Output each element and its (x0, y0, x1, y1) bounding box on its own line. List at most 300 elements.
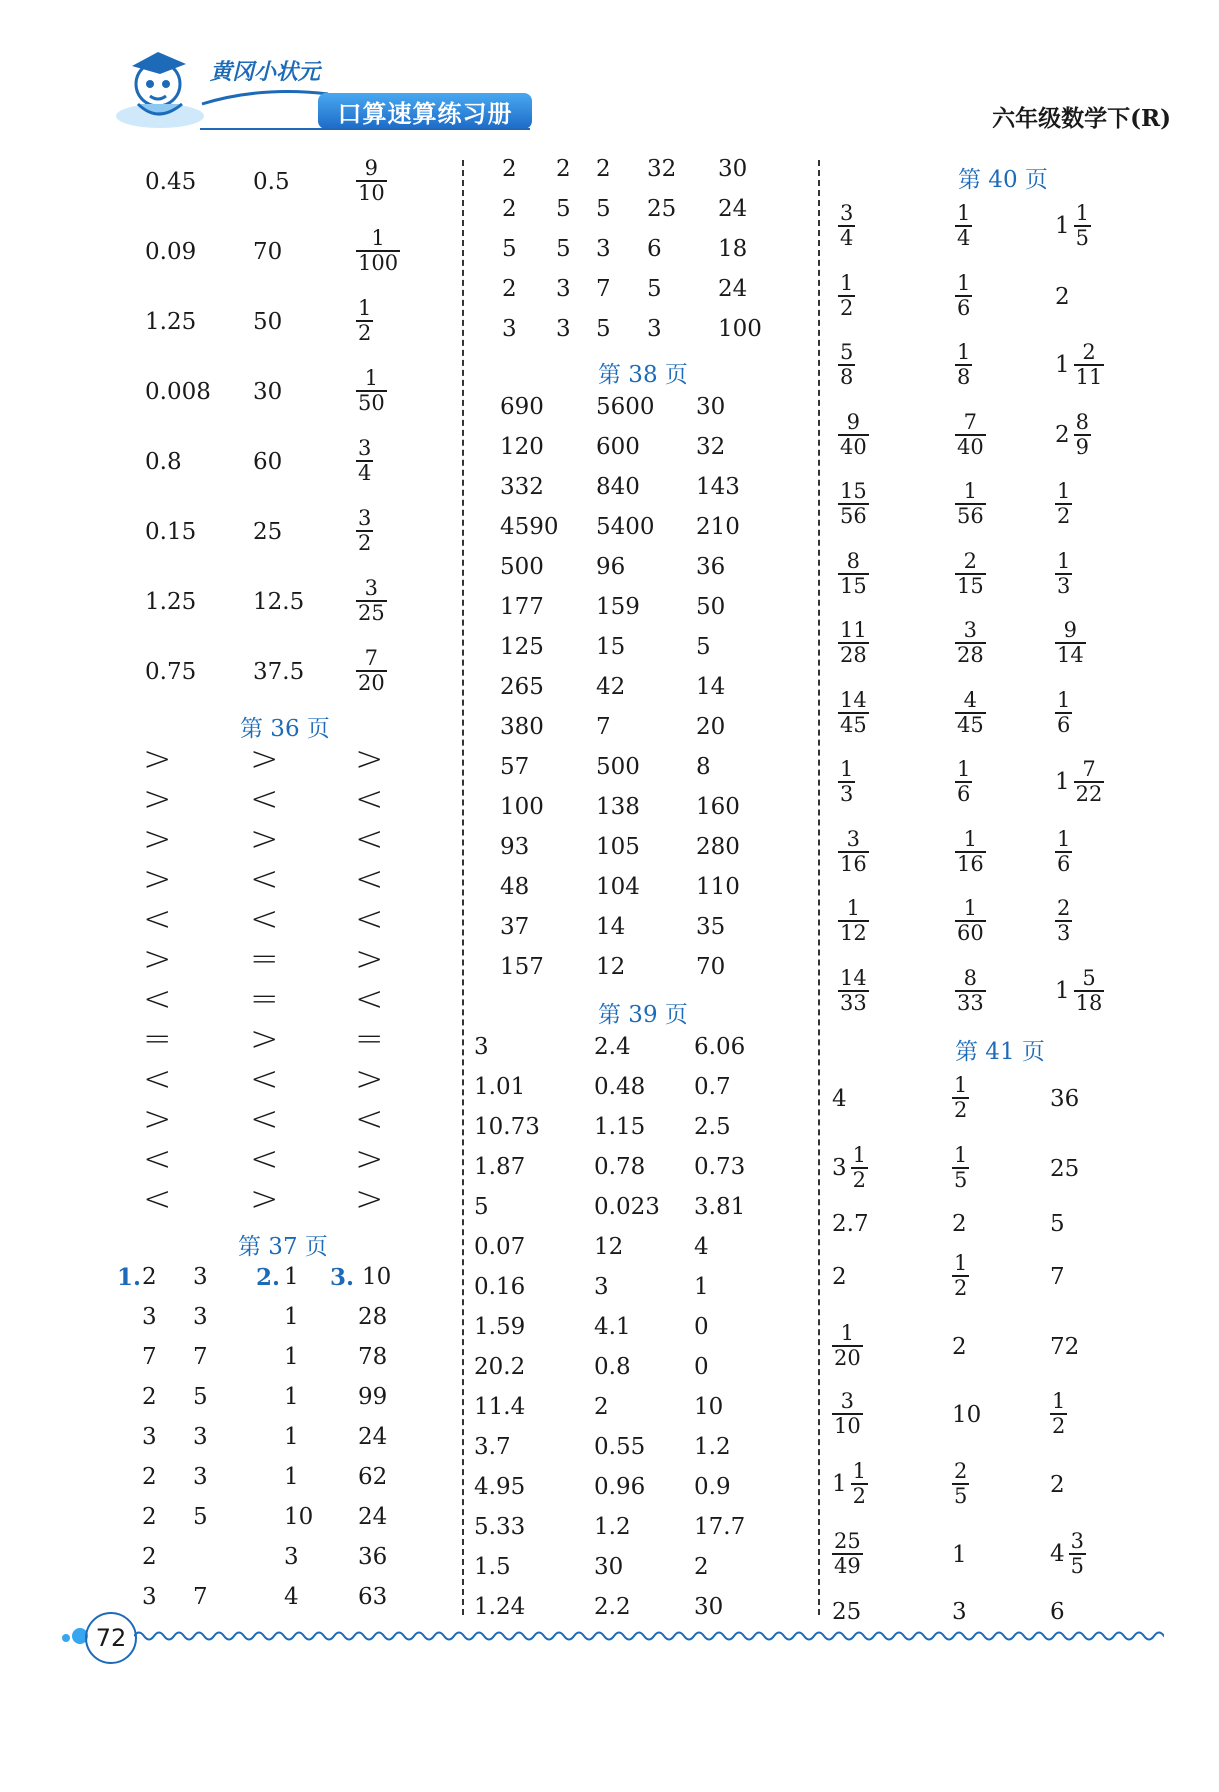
page-heading: 第 38 页 (598, 362, 688, 388)
fraction (955, 272, 972, 320)
whole-part: 1 (1055, 977, 1070, 1004)
numerator: 7 (963, 409, 978, 434)
answer-value: 4 (284, 1584, 299, 1610)
numerator: 9 (846, 409, 861, 434)
denominator: 2 (840, 295, 854, 320)
comparison-sign: > (355, 739, 384, 779)
answer-value: 0.8 (145, 449, 182, 475)
answer-value: 57 (500, 754, 530, 780)
answer-value: 50 (253, 309, 283, 335)
denominator: 40 (840, 434, 867, 459)
answer-value: 70 (253, 239, 283, 265)
answer-value: 37.5 (253, 659, 305, 685)
answer-value: 3 (952, 1599, 967, 1625)
numerator: 1 (957, 270, 971, 295)
answer-value: 0.15 (145, 519, 197, 545)
brand-title: 黄冈小状元 (210, 60, 321, 85)
denominator: 6 (1057, 851, 1071, 876)
answer-value: 6.06 (694, 1034, 746, 1060)
denominator: 20 (834, 1346, 861, 1370)
answer-value: 2 (142, 1544, 157, 1570)
answer-value: 1.15 (594, 1114, 646, 1140)
answer-value: 3 (193, 1424, 208, 1450)
comparison-sign: > (250, 739, 279, 779)
header-underline (200, 128, 530, 130)
whole-part: 4 (1050, 1541, 1065, 1567)
numerator: 1 (957, 340, 971, 364)
answer-value: 104 (596, 874, 640, 900)
numerator: 2 (963, 548, 978, 573)
comparison-sign: < (250, 1099, 279, 1139)
numerator: 3 (846, 826, 861, 851)
answer-value: 265 (500, 674, 544, 700)
denominator: 5 (1070, 1554, 1085, 1578)
answer-value: 0.8 (594, 1354, 631, 1380)
fraction (1055, 689, 1072, 737)
answer-value: 2.7 (832, 1211, 869, 1237)
fraction (952, 1074, 969, 1122)
mixed-number (1055, 202, 1091, 250)
answer-value: 160 (696, 794, 740, 820)
answer-value: 2 (832, 1264, 847, 1290)
denominator: 45 (957, 712, 984, 737)
answer-value: 0.5 (253, 169, 290, 195)
fraction (952, 1460, 969, 1508)
fraction (838, 411, 869, 459)
fraction (832, 1530, 863, 1578)
answer-value: 24 (718, 196, 748, 222)
whole-part: 1 (1055, 769, 1070, 795)
answer-value: 3 (193, 1304, 208, 1330)
fraction (356, 297, 373, 345)
answer-value: 1 (284, 1464, 299, 1490)
answer-value: 1.01 (474, 1074, 526, 1100)
comparison-sign: = (355, 1019, 384, 1059)
comparison-sign: = (143, 1019, 172, 1059)
numerator: 1 (1052, 1389, 1066, 1413)
denominator: 3 (1057, 573, 1071, 598)
numerator: 1 (358, 296, 372, 320)
answer-value: 3.81 (694, 1194, 746, 1220)
fraction (356, 367, 387, 415)
answer-value: 177 (500, 594, 544, 620)
answer-value: 0.16 (474, 1274, 526, 1300)
answer-value: 3 (142, 1424, 157, 1450)
answer-value: 28 (358, 1304, 388, 1330)
answer-value: 143 (696, 474, 740, 500)
comparison-sign: < (355, 859, 384, 899)
answer-value: 48 (500, 874, 530, 900)
page-heading: 第 39 页 (598, 1002, 688, 1028)
comparison-sign: < (143, 899, 172, 939)
denominator: 2 (1052, 1414, 1066, 1438)
denominator: 2 (358, 531, 372, 555)
denominator: 18 (1075, 990, 1103, 1015)
comparison-sign: > (143, 779, 172, 819)
answer-value: 2 (142, 1264, 157, 1290)
mixed-number (1050, 1530, 1086, 1578)
denominator: 100 (358, 251, 399, 275)
denominator: 25 (358, 601, 385, 625)
answer-value: 5 (1050, 1211, 1065, 1237)
page-heading: 第 40 页 (958, 167, 1048, 193)
fraction (955, 550, 986, 598)
answer-value: 3 (193, 1264, 208, 1290)
answer-value: 3 (193, 1464, 208, 1490)
answer-value: 2.2 (594, 1594, 631, 1620)
denominator: 6 (1057, 712, 1071, 737)
denominator: 12 (840, 921, 867, 945)
comparison-sign: < (143, 1179, 172, 1219)
column-divider-left (462, 160, 464, 1615)
answer-value: 36 (1050, 1086, 1080, 1112)
answer-value: 2 (594, 1394, 609, 1420)
answer-value: 1 (284, 1344, 299, 1370)
fraction (1055, 550, 1072, 598)
answer-value: 3.7 (474, 1434, 511, 1460)
comparison-sign: < (355, 779, 384, 819)
numerator: 1 (1057, 687, 1071, 712)
mascot-icon (112, 44, 210, 130)
numerator: 1 (852, 1459, 867, 1483)
denominator: 8 (957, 365, 971, 389)
comparison-sign: < (143, 1139, 172, 1179)
comparison-sign: = (250, 939, 279, 979)
comparison-sign: > (143, 1099, 172, 1139)
denominator: 40 (957, 434, 984, 459)
answer-value: 3 (647, 316, 662, 342)
numerator: 1 (840, 270, 854, 295)
answer-value: 7 (193, 1344, 208, 1370)
question-number: 3. (330, 1264, 355, 1291)
numerator: 1 (371, 226, 385, 250)
answer-value: 50 (696, 594, 726, 620)
answer-value: 2 (952, 1334, 967, 1360)
answer-value: 36 (696, 554, 726, 580)
denominator: 5 (954, 1168, 968, 1192)
comparison-sign: > (143, 859, 172, 899)
denominator: 10 (834, 1414, 861, 1438)
answer-value: 96 (596, 554, 626, 580)
numerator: 5 (840, 340, 854, 364)
answer-value: 3 (142, 1584, 157, 1610)
denominator: 3 (840, 782, 854, 806)
answer-value: 2 (142, 1504, 157, 1530)
numerator: 8 (1075, 409, 1090, 434)
answer-value: 5 (556, 196, 571, 222)
numerator: 3 (1070, 1529, 1085, 1553)
comparison-sign: > (355, 1139, 384, 1179)
answer-value: 5 (474, 1194, 489, 1220)
answer-value: 2 (952, 1211, 967, 1237)
page-number: 72 (85, 1612, 137, 1664)
numerator: 1 (963, 896, 978, 920)
numerator: 1 (364, 366, 379, 390)
fraction (838, 758, 855, 806)
denominator: 60 (957, 921, 984, 945)
numerator: 25 (834, 1529, 861, 1553)
numerator: 2 (1057, 896, 1071, 920)
column-divider-right (818, 160, 820, 1615)
comparison-sign: < (143, 979, 172, 1019)
fraction (838, 689, 869, 737)
denominator: 2 (852, 1484, 867, 1508)
answer-value: 25 (832, 1599, 862, 1625)
comparison-sign: > (355, 1179, 384, 1219)
answer-value: 12 (594, 1234, 624, 1260)
fraction (1055, 828, 1072, 876)
answer-value: 5 (596, 196, 611, 222)
comparison-sign: > (250, 1179, 279, 1219)
answer-value: 2.5 (694, 1114, 731, 1140)
comparison-sign: > (250, 819, 279, 859)
answer-value: 0.55 (594, 1434, 646, 1460)
comparison-sign: < (143, 1059, 172, 1099)
answer-value: 14 (596, 914, 626, 940)
denominator: 8 (840, 365, 854, 389)
comparison-sign: < (250, 859, 279, 899)
numerator: 3 (840, 1389, 855, 1413)
answer-value: 30 (694, 1594, 724, 1620)
answer-value: 1 (284, 1384, 299, 1410)
answer-value: 3 (556, 316, 571, 342)
answer-value: 70 (696, 954, 726, 980)
fraction (955, 202, 972, 250)
answer-value: 3 (284, 1544, 299, 1570)
fraction (955, 758, 972, 806)
denominator: 28 (840, 643, 867, 667)
numerator: 3 (358, 506, 372, 530)
answer-value: 17.7 (694, 1514, 746, 1540)
numerator: 1 (963, 826, 978, 851)
answer-value: 2 (142, 1384, 157, 1410)
denominator: 15 (957, 573, 984, 598)
answer-value: 1 (284, 1264, 299, 1290)
answer-value: 105 (596, 834, 640, 860)
answer-value: 157 (500, 954, 544, 980)
fraction (356, 507, 373, 555)
denominator: 9 (1075, 434, 1090, 459)
answer-value: 4.95 (474, 1474, 526, 1500)
denominator: 2 (1057, 504, 1071, 528)
denominator: 56 (957, 504, 984, 528)
answer-value: 125 (500, 634, 544, 660)
answer-value: 0.45 (145, 169, 197, 195)
fraction (356, 157, 387, 205)
answer-value: 1.25 (145, 309, 197, 335)
denominator: 4 (358, 461, 372, 485)
answer-value: 2.4 (594, 1034, 631, 1060)
answer-value: 3 (556, 276, 571, 302)
comparison-sign: < (355, 899, 384, 939)
numerator: 1 (963, 479, 978, 503)
answer-value: 600 (596, 434, 640, 460)
answer-value: 2 (556, 156, 571, 182)
answer-value: 0.48 (594, 1074, 646, 1100)
denominator: 28 (957, 643, 984, 667)
footer-wave (134, 1628, 1164, 1644)
answer-value: 11.4 (474, 1394, 526, 1420)
fraction (832, 1390, 863, 1438)
answer-value: 840 (596, 474, 640, 500)
fraction (838, 550, 869, 598)
answer-value: 78 (358, 1344, 388, 1370)
footer-dot-small (62, 1634, 70, 1642)
subject-label: 六年级数学下(R) (992, 105, 1171, 132)
denominator: 11 (1075, 365, 1103, 389)
mixed-number (1055, 758, 1104, 806)
answer-value: 5 (193, 1384, 208, 1410)
fraction (356, 227, 400, 275)
numerator: 1 (957, 757, 971, 781)
mixed-number (1055, 411, 1091, 459)
answer-value: 0.73 (694, 1154, 746, 1180)
answer-value: 0.75 (145, 659, 197, 685)
answer-value: 32 (696, 434, 726, 460)
answer-value: 7 (1050, 1264, 1065, 1290)
answer-value: 10 (952, 1402, 982, 1428)
answer-value: 42 (596, 674, 626, 700)
numerator: 7 (1082, 757, 1096, 781)
comparison-sign: > (143, 739, 172, 779)
comparison-sign: = (250, 979, 279, 1019)
answer-value: 10 (362, 1264, 392, 1290)
denominator: 4 (840, 226, 854, 250)
answer-value: 30 (696, 394, 726, 420)
answer-value: 25 (253, 519, 283, 545)
page-heading: 第 37 页 (238, 1234, 328, 1260)
numerator: 1 (840, 1321, 855, 1345)
denominator: 2 (852, 1168, 867, 1192)
answer-value: 210 (696, 514, 740, 540)
answer-value: 159 (596, 594, 640, 620)
fraction (838, 480, 869, 528)
answer-value: 7 (596, 276, 611, 302)
answer-value: 3 (142, 1304, 157, 1330)
answer-value: 2 (1050, 1472, 1065, 1498)
answer-value: 0 (694, 1354, 709, 1380)
numerator: 1 (954, 1143, 968, 1167)
answer-value: 32 (647, 156, 677, 182)
comparison-sign: < (250, 899, 279, 939)
denominator: 5 (1075, 226, 1090, 250)
denominator: 6 (957, 295, 971, 320)
denominator: 50 (358, 391, 385, 415)
fraction (838, 967, 869, 1015)
answer-value: 7 (193, 1584, 208, 1610)
answer-value: 4590 (500, 514, 559, 540)
answer-value: 380 (500, 714, 544, 740)
fraction (952, 1144, 969, 1192)
answer-value: 0.023 (594, 1194, 660, 1220)
answer-value: 690 (500, 394, 544, 420)
comparison-sign: > (143, 939, 172, 979)
answer-value: 2 (502, 276, 517, 302)
answer-value: 2 (694, 1554, 709, 1580)
fraction (955, 897, 986, 945)
answer-value: 1.5 (474, 1554, 511, 1580)
answer-value: 8 (696, 754, 711, 780)
answer-value: 1.2 (694, 1434, 731, 1460)
answer-value: 100 (718, 316, 762, 342)
whole-part: 1 (832, 1471, 847, 1497)
denominator: 5 (954, 1484, 968, 1508)
numerator: 1 (1057, 826, 1071, 851)
fraction (838, 272, 855, 320)
answer-value: 63 (358, 1584, 388, 1610)
answer-value: 93 (500, 834, 530, 860)
answer-value: 1 (952, 1542, 967, 1568)
numerator: 1 (1057, 479, 1071, 503)
answer-value: 100 (500, 794, 544, 820)
answer-value: 4 (832, 1086, 847, 1112)
answer-value: 14 (696, 674, 726, 700)
answer-value: 72 (1050, 1334, 1080, 1360)
numerator: 9 (1063, 618, 1078, 642)
answer-value: 2 (1055, 283, 1070, 310)
answer-value: 6 (647, 236, 662, 262)
comparison-sign: < (355, 819, 384, 859)
answer-value: 1 (284, 1424, 299, 1450)
fraction (832, 1322, 863, 1370)
denominator: 2 (954, 1098, 968, 1122)
answer-value: 24 (358, 1424, 388, 1450)
fraction (955, 480, 986, 528)
numerator: 4 (963, 687, 978, 712)
answer-value: 24 (358, 1504, 388, 1530)
mixed-number (1055, 967, 1104, 1015)
numerator: 1 (954, 1251, 968, 1275)
numerator: 1 (1057, 548, 1071, 573)
mixed-number (832, 1460, 868, 1508)
numerator: 2 (1082, 340, 1096, 364)
answer-value: 332 (500, 474, 544, 500)
answer-value: 500 (596, 754, 640, 780)
denominator: 2 (358, 321, 372, 345)
fraction (356, 647, 387, 695)
numerator: 3 (963, 618, 978, 642)
fraction (851, 1144, 868, 1192)
fraction (838, 828, 869, 876)
fraction (955, 341, 972, 389)
answer-value: 5 (502, 236, 517, 262)
answer-value: 5 (596, 316, 611, 342)
numerator: 1 (954, 1073, 968, 1097)
answer-value: 20 (696, 714, 726, 740)
answer-value: 12.5 (253, 589, 305, 615)
answer-value: 1.59 (474, 1314, 526, 1340)
denominator: 33 (840, 990, 867, 1015)
numerator: 2 (954, 1459, 968, 1483)
whole-part: 1 (1055, 352, 1070, 378)
mixed-number (1055, 341, 1104, 389)
fraction (1074, 967, 1105, 1015)
fraction (838, 619, 869, 667)
numerator: 1 (846, 896, 861, 920)
denominator: 22 (1075, 782, 1103, 806)
whole-part: 3 (832, 1155, 847, 1181)
answer-value: 30 (594, 1554, 624, 1580)
fraction (1055, 619, 1086, 667)
fraction (955, 828, 986, 876)
whole-part: 1 (1055, 213, 1070, 239)
answer-value: 10 (694, 1394, 724, 1420)
answer-value: 500 (500, 554, 544, 580)
answer-value: 5 (193, 1504, 208, 1530)
fraction (1050, 1390, 1067, 1438)
answer-value: 1.2 (594, 1514, 631, 1540)
answer-value: 3 (502, 316, 517, 342)
